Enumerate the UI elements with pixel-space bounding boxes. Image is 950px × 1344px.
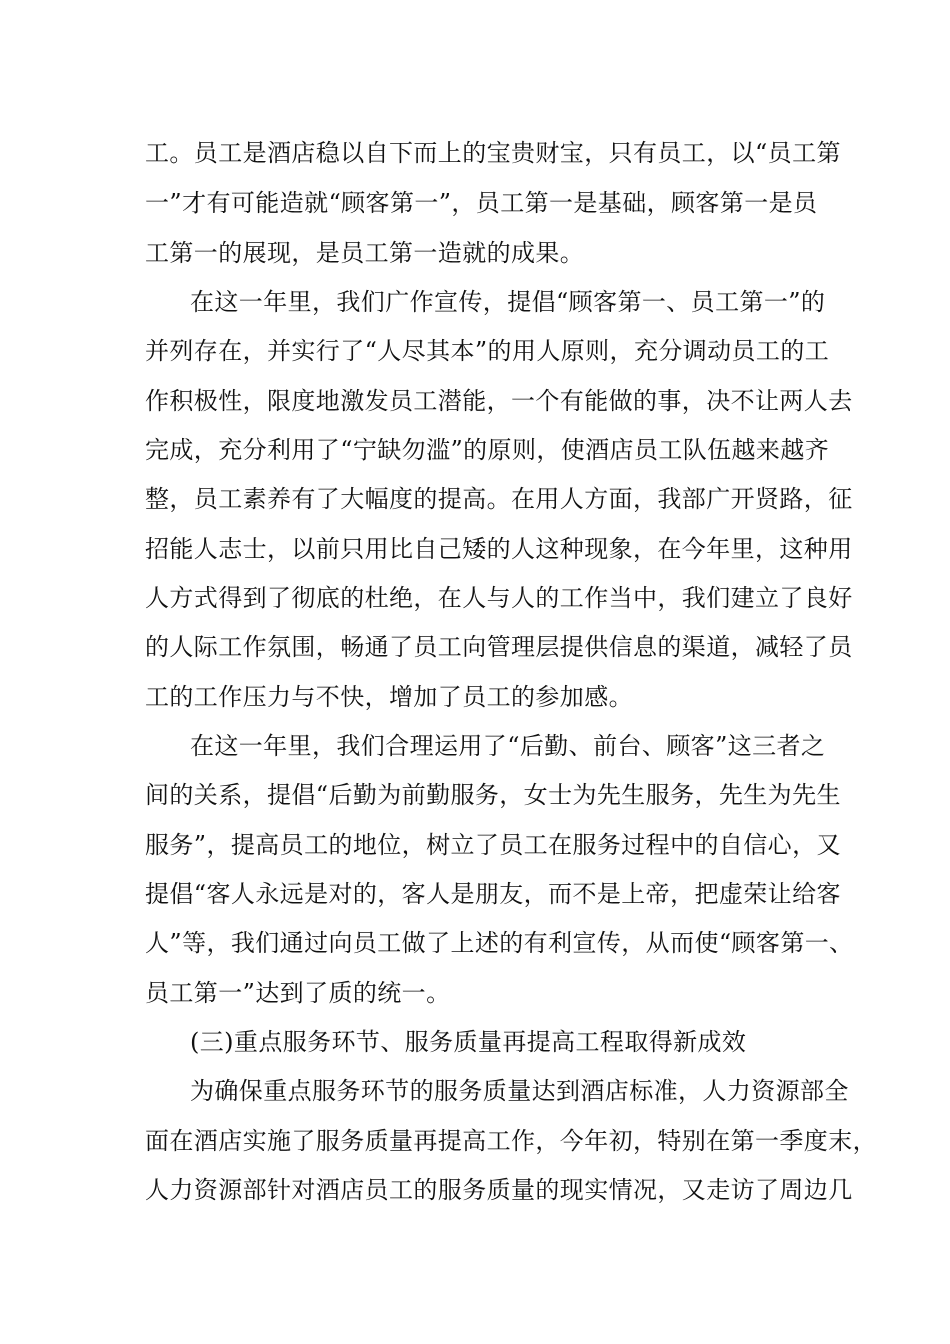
text-line-2: 一”才有可能造就“顾客第一”，员工第一是基础，顾客第一是员 (145, 189, 818, 217)
text-line-10: 人方式得到了彻底的杜绝，在人与人的工作当中，我们建立了良好 (145, 584, 853, 612)
text-line-7: 完成，充分利用了“宁缺勿滥”的原则，使酒店员工队伍越来越齐 (145, 436, 830, 464)
text-line-6: 作积极性，限度地激发员工潜能，一个有能做的事，决不让两人去 (145, 387, 853, 415)
text-line-3: 工第一的展现，是员工第一造就的成果。 (145, 239, 585, 267)
text-line-17: 人”等，我们通过向员工做了上述的有利宣传，从而使“顾客第一、 (145, 929, 854, 957)
text-line-21: 面在酒店实施了服务质量再提高工作，今年初，特别在第一季度末， (145, 1127, 877, 1155)
text-line-15: 服务”，提高员工的地位，树立了员工在服务过程中的自信心，又 (145, 831, 841, 859)
text-line-14: 间的关系，提倡“后勤为前勤服务，女士为先生服务，先生为先生 (145, 781, 841, 809)
text-line-20: 为确保重点服务环节的服务质量达到酒店标准，人力资源部全 (190, 1077, 849, 1105)
text-line-5: 并列存在，并实行了“人尽其本”的用人原则，充分调动员工的工 (145, 337, 830, 365)
text-line-16: 提倡“客人永远是对的，客人是朋友，而不是上帝，把虚荣让给客 (145, 880, 841, 908)
text-line-11: 的人际工作氛围，畅通了员工向管理层提供信息的渠道，减轻了员 (145, 633, 853, 661)
text-line-9: 招能人志士，以前只用比自己矮的人这种现象，在今年里，这种用 (145, 535, 853, 563)
text-line-12: 工的工作压力与不快，增加了员工的参加感。 (145, 683, 633, 711)
text-line-1: 工。员工是酒店稳以自下而上的宝贵财宝，只有员工，以“员工第 (145, 139, 841, 167)
text-line-8: 整，员工素养有了大幅度的提高。在用人方面，我部广开贤路，征 (145, 485, 853, 513)
text-line-18: 员工第一”达到了质的统一。 (145, 979, 451, 1007)
text-line-13: 在这一年里，我们合理运用了“后勤、前台、顾客”这三者之 (190, 732, 826, 760)
section-heading: (三)重点服务环节、服务质量再提高工程取得新成效 (190, 1028, 747, 1056)
text-line-22: 人力资源部针对酒店员工的服务质量的现实情况，又走访了周边几 (145, 1176, 853, 1204)
text-line-4: 在这一年里，我们广作宣传，提倡“顾客第一、员工第一”的 (190, 288, 826, 316)
